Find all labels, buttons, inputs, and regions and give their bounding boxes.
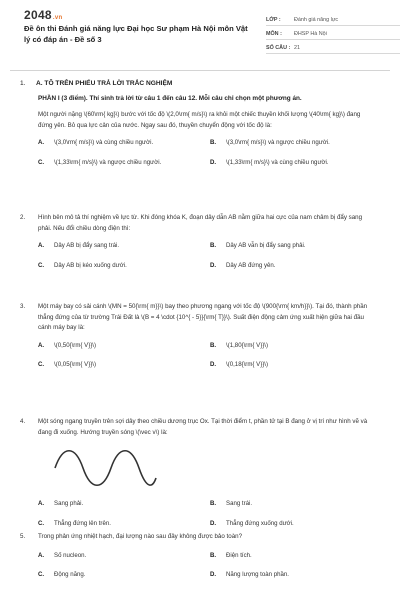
option-text: Động năng.: [54, 571, 86, 578]
answer-option-d[interactable]: [210, 158, 382, 169]
question-5: [20, 532, 372, 581]
question-number: 5.: [20, 533, 26, 540]
question-4: [20, 417, 372, 529]
transverse-wave-curve: [55, 451, 156, 486]
option-text: \(3,0\rm{ m/s}\) và cùng chiều người.: [54, 139, 154, 146]
answer-option-a[interactable]: [38, 138, 210, 149]
option-letter: B.: [210, 341, 217, 349]
answer-options: [38, 138, 372, 168]
option-letter: C.: [38, 571, 45, 578]
question-stem: Một máy bay có sải cánh \(MN = 50{\rm{ m}}\) bay theo phương ngang với tốc độ \(900{\rm{ km/h}}\). Tại đó, thành phần thẳng đứng của từ trường Trái Đất là \(B = 4 \cdot {10^{ - 5}}{\rm{ T}}\). Suất điện động cảm ứng xuất hiện giữa hai đầu cánh máy bay là:: [38, 303, 368, 331]
option-text: Dây AB đứng yên.: [226, 261, 276, 269]
option-letter: A.: [38, 242, 45, 249]
option-letter: A.: [38, 551, 45, 559]
answer-option-d[interactable]: [210, 261, 382, 272]
answer-option-a[interactable]: [38, 241, 210, 252]
answer-option-a[interactable]: [38, 551, 210, 562]
logo-suffix: .vn: [52, 15, 63, 21]
option-letter: B.: [210, 139, 217, 146]
option-text: Sang phải.: [54, 500, 84, 507]
option-letter: D.: [210, 571, 217, 578]
section-title-text: A. TÔ TRÊN PHIẾU TRẢ LỜI TRẮC NGHIỆM: [36, 80, 173, 87]
option-letter: A.: [38, 139, 45, 146]
question-3: [20, 302, 372, 371]
option-letter: D.: [210, 158, 217, 166]
option-letter: C.: [38, 519, 45, 527]
option-text: Năng lượng toàn phần.: [226, 571, 289, 578]
option-text: Dây AB bị kéo xuống dưới.: [54, 261, 127, 269]
meta-row-subject: [266, 26, 400, 40]
question-number: 3.: [20, 303, 26, 310]
answer-options: [38, 551, 372, 581]
section-title: [20, 80, 172, 87]
option-letter: D.: [210, 261, 217, 269]
meta-key: SỐ CÂU :: [266, 45, 291, 51]
part-instructions: PHẦN I (3 điểm). Thí sinh trả lời từ câu 1 đến câu 12. Mỗi câu chỉ chọn một phương án.: [38, 95, 302, 102]
section-number: 1.: [20, 80, 26, 87]
option-letter: D.: [210, 519, 217, 527]
meta-value: ĐHSP Hà Nội: [294, 31, 327, 37]
answer-options: [38, 499, 372, 529]
option-text: \(0,50{\rm{ V}}\): [54, 341, 97, 349]
document-title: Đề ôn thi Đánh giá năng lực Đại học Sư phạm Hà Nội môn Vật lý có đáp án - Đề số 3: [24, 24, 248, 44]
answer-option-c[interactable]: [38, 261, 210, 272]
option-letter: C.: [38, 261, 45, 269]
header-divider: [10, 70, 390, 71]
wave-figure: [50, 443, 160, 493]
option-letter: A.: [38, 341, 45, 349]
answer-option-b[interactable]: [210, 341, 382, 352]
answer-option-b[interactable]: [210, 138, 382, 149]
option-letter: C.: [38, 158, 45, 166]
option-letter: A.: [38, 500, 45, 507]
option-text: \(1,33\rm{ m/s}\) và cùng chiều người.: [226, 158, 329, 166]
meta-row-class: [266, 12, 400, 26]
question-stem: Trong phản ứng nhiệt hạch, đại lượng nào sau đây không được bảo toàn?: [38, 533, 243, 540]
answer-option-c[interactable]: [38, 158, 210, 169]
document-header: [14, 0, 386, 62]
question-number: 2.: [20, 214, 26, 221]
option-text: Sang trái.: [226, 500, 253, 507]
answer-option-c[interactable]: [38, 519, 210, 530]
meta-value: 21: [294, 45, 300, 51]
answer-option-d[interactable]: [210, 360, 382, 371]
meta-value: Đánh giá năng lực: [294, 17, 339, 23]
option-letter: B.: [210, 500, 217, 507]
option-letter: D.: [210, 361, 217, 368]
option-text: Dây AB vẫn bị đẩy sang phải.: [226, 242, 306, 249]
answer-option-a[interactable]: [38, 499, 210, 510]
answer-option-a[interactable]: [38, 341, 210, 352]
question-stem: Một người nặng \(60\rm{ kg}\) bước với tốc độ \(2,0\rm{ m/s}\) ra khỏi một chiếc thuyền khối lượng \(40\rm{ kg}\) đang đứng yên. Bỏ qua lực cản của nước. Ngay sau đó, thuyền chuyển động với tốc độ là:: [38, 111, 361, 129]
option-text: \(3,0\rm{ m/s}\) và ngược chiều người.: [226, 139, 330, 146]
option-text: Thẳng đứng lên trên.: [54, 519, 111, 527]
question-number: 4.: [20, 418, 26, 425]
logo-main: 2048: [24, 8, 52, 22]
answer-option-d[interactable]: [210, 570, 382, 581]
option-text: Điện tích.: [226, 551, 252, 559]
question-stem: Hình bên mô tả thí nghiệm về lực từ. Khi đóng khóa K, đoạn dây dẫn AB nằm giữa hai cực của nam châm bị đẩy sang phải. Nếu đổi chiều dòng điện thì:: [38, 214, 363, 232]
option-text: \(1,80{\rm{ V}}\): [226, 341, 269, 349]
answer-option-d[interactable]: [210, 519, 382, 530]
option-letter: C.: [38, 361, 45, 368]
option-letter: B.: [210, 551, 217, 559]
answer-option-b[interactable]: [210, 241, 382, 252]
option-text: Số nucleon.: [54, 551, 87, 559]
site-logo[interactable]: [24, 8, 62, 22]
answer-option-b[interactable]: [210, 551, 382, 562]
option-text: \(0,18{\rm{ V}}\): [226, 361, 269, 368]
meta-row-count: [266, 40, 400, 54]
exam-meta-table: [266, 12, 400, 54]
option-text: Dây AB bị đẩy sang trái.: [54, 242, 120, 249]
question-2: [20, 213, 372, 271]
answer-option-c[interactable]: [38, 570, 210, 581]
answer-option-b[interactable]: [210, 499, 382, 510]
option-letter: B.: [210, 242, 217, 249]
option-text: Thẳng đứng xuống dưới.: [226, 519, 294, 527]
option-text: \(0,05{\rm{ V}}\): [54, 361, 97, 368]
answer-options: [38, 341, 372, 371]
meta-key: MÔN :: [266, 31, 282, 37]
answer-options: [38, 241, 372, 271]
option-text: \(1,33\rm{ m/s}\) và ngược chiều người.: [54, 158, 162, 166]
question-stem: Một sóng ngang truyền trên sợi dây theo chiều dương trục Ox. Tại thời điểm t, phần tử tại B đang ở vị trí như hình vẽ và đang đi xuống. Hướng truyền sóng \(\vec v\) là:: [38, 418, 368, 436]
answer-option-c[interactable]: [38, 360, 210, 371]
question-1: [20, 110, 372, 168]
meta-key: LỚP :: [266, 17, 281, 23]
